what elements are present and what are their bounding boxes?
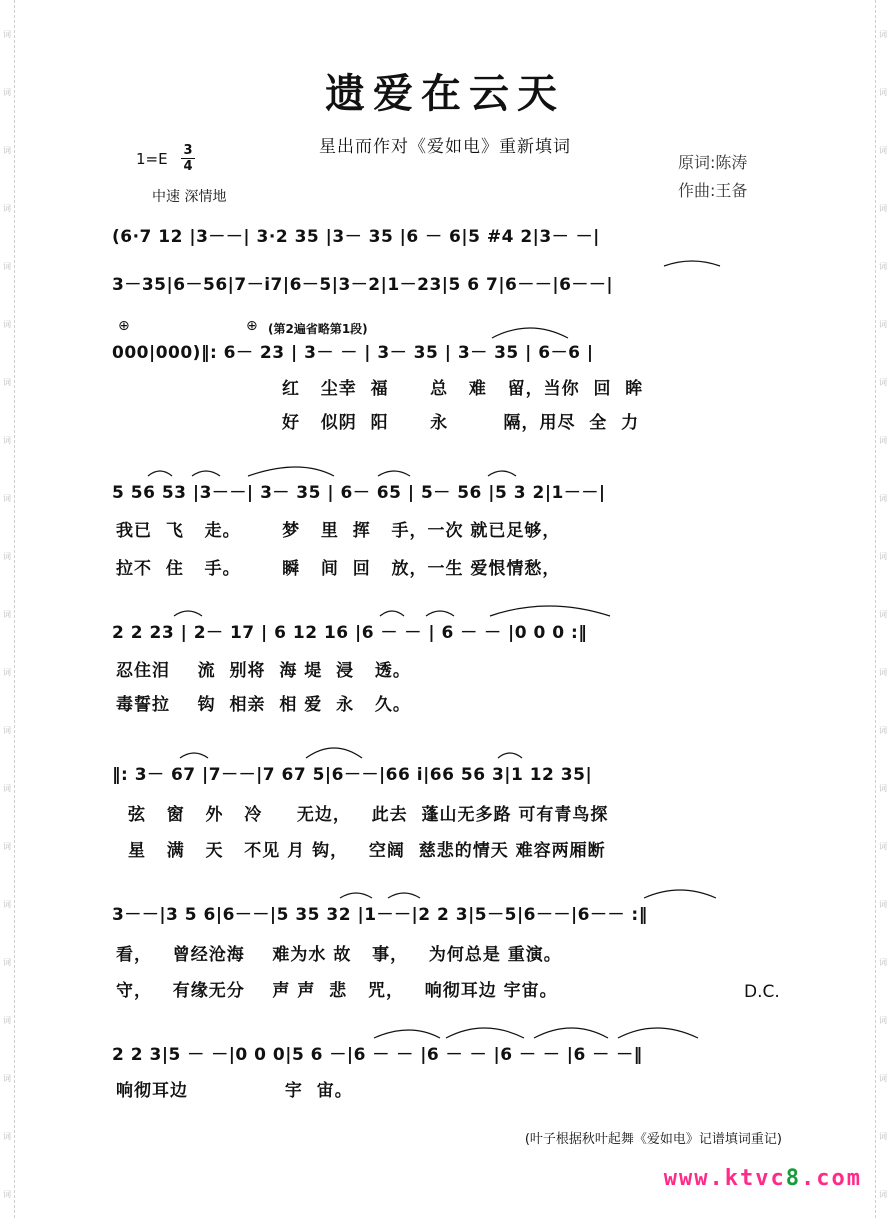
lyric-line: 我已 飞 走。 梦 里 挥 手，一次 就已足够， [116, 521, 561, 541]
watermark-glyph: 词 [3, 784, 11, 793]
lyric-line: 弦 窗 外 冷 无边， 此去 蓬山无多路 可有青鸟探 [128, 805, 609, 825]
watermark-glyph: 词 [3, 610, 11, 619]
website-watermark [664, 1166, 862, 1191]
lyric-line: 毒誓拉 钩 相亲 相 爱 永 久。 [116, 695, 411, 715]
watermark-glyph: 词 [3, 1132, 11, 1141]
watermark-glyph: 词 [879, 320, 887, 329]
notation-line-5: 2 2 23 | 2－ 17 | 6 12 16 |6 － － | 6 － － |0 0 0 :‖ [112, 623, 588, 643]
watermark-glyph: 词 [879, 1132, 887, 1141]
watermark-glyph: 词 [3, 436, 11, 445]
time-signature [181, 144, 195, 173]
watermark-glyph: 词 [3, 1074, 11, 1083]
meter-top: 3 [183, 143, 193, 158]
meter-bottom: 4 [183, 159, 193, 174]
lyric-line: 看， 曾经沧海 难为水 故 事， 为何总是 重演。 [116, 945, 562, 965]
da-capo-mark: D.C. [744, 982, 780, 1002]
repeat-instruction: (第2遍省略第1段) [268, 322, 368, 336]
notation-line-4: 5 56 53 |3－－| 3－ 35 | 6－ 65 | 5－ 56 |5 3 2|1－－| [112, 483, 606, 503]
watermark-glyph: 词 [879, 726, 887, 735]
watermark-glyph: 词 [879, 262, 887, 271]
notation-line-7: 3－－|3 5 6|6－－|5 35 32 |1－－|2 2 3|5－5|6－－|6－－ :‖ [112, 905, 648, 925]
left-watermark-strip [0, 0, 15, 1218]
watermark-glyph: 词 [3, 320, 11, 329]
notation-line-8: 2 2 3|5 － －|0 0 0|5 6 －|6 － － |6 － － |6 － － |6 － －‖ [112, 1045, 643, 1065]
watermark-glyph: 词 [879, 1074, 887, 1083]
watermark-glyph: 词 [3, 494, 11, 503]
watermark-glyph: 词 [3, 204, 11, 213]
watermark-glyph: 词 [3, 668, 11, 677]
watermark-glyph: 词 [3, 146, 11, 155]
watermark-glyph: 词 [879, 842, 887, 851]
notation-line-1: (6·7 12 |3－－| 3·2 35 |3－ 35 |6 － 6|5 #4 2|3－ －| [112, 227, 600, 247]
watermark-glyph: 词 [879, 900, 887, 909]
lyric-line: 星 满 天 不见 月 钩， 空阔 慈悲的情天 难容两厢断 [128, 841, 606, 861]
watermark-glyph: 词 [3, 552, 11, 561]
watermark-glyph: 词 [879, 610, 887, 619]
lyric-line: 拉不 住 手。 瞬 间 回 放，一生 爱恨情愁， [116, 559, 561, 579]
lyric-line: 响彻耳边 宇 宙。 [116, 1081, 353, 1101]
song-subtitle: 星出而作对《爱如电》重新填词 [319, 137, 571, 157]
lyric-line: 守， 有缘无分 声 声 悲 咒， 响彻耳边 宇宙。 [116, 981, 558, 1001]
watermark-glyph: 词 [879, 1016, 887, 1025]
watermark-glyph: 词 [3, 958, 11, 967]
watermark-glyph: 词 [879, 552, 887, 561]
watermark-glyph: 词 [879, 378, 887, 387]
song-title: 遗爱在云天 [325, 70, 565, 117]
notation-line-6: ‖: 3－ 67 |7－－|7 67 5|6－－|66 i|66 56 3|1 12 35| [112, 765, 593, 785]
lyric-line: 红 尘幸 福 总 难 留，当你 回 眸 [282, 379, 644, 399]
watermark-glyph: 词 [3, 842, 11, 851]
site-part: www.ktvc [663, 1166, 786, 1191]
composer-credit: 作曲:王备 [678, 181, 748, 200]
watermark-glyph: 词 [879, 1190, 887, 1199]
coda-sign: ⊕ [246, 318, 258, 334]
watermark-glyph: 词 [879, 88, 887, 97]
right-watermark-strip [875, 0, 890, 1218]
site-part: 8 [785, 1166, 802, 1191]
watermark-glyph: 词 [879, 204, 887, 213]
lyric-line: 好 似阴 阳 永 隔，用尽 全 力 [282, 413, 640, 433]
key-signature: 1=E [136, 150, 168, 168]
watermark-glyph: 词 [3, 726, 11, 735]
coda-sign: ⊕ [118, 318, 130, 334]
watermark-glyph: 词 [879, 784, 887, 793]
tempo-marking: 中速 深情地 [152, 189, 227, 205]
watermark-glyph: 词 [879, 494, 887, 503]
watermark-glyph: 词 [879, 436, 887, 445]
watermark-glyph: 词 [879, 146, 887, 155]
watermark-glyph: 词 [3, 1190, 11, 1199]
transcription-credit: (叶子根据秋叶起舞《爱如电》记谱填词重记) [524, 1132, 782, 1147]
lyricist-credit: 原词:陈涛 [678, 153, 748, 172]
watermark-glyph: 词 [879, 668, 887, 677]
watermark-glyph: 词 [3, 262, 11, 271]
watermark-glyph: 词 [3, 1016, 11, 1025]
notation-line-2: 3－35|6－56|7－i7|6－5|3－2|1－23|5 6 7|6－－|6－－| [112, 275, 614, 295]
watermark-glyph: 词 [3, 378, 11, 387]
watermark-glyph: 词 [3, 900, 11, 909]
lyric-line: 忍住泪 流 别将 海 堤 浸 透。 [116, 661, 411, 681]
notation-line-3: 000|000)‖: 6－ 23 | 3－ － | 3－ 35 | 3－ 35 | 6－6 | [112, 343, 594, 363]
watermark-glyph: 词 [879, 958, 887, 967]
watermark-glyph: 词 [879, 30, 887, 39]
site-part: .com [801, 1166, 862, 1191]
watermark-glyph: 词 [3, 88, 11, 97]
watermark-glyph: 词 [3, 30, 11, 39]
